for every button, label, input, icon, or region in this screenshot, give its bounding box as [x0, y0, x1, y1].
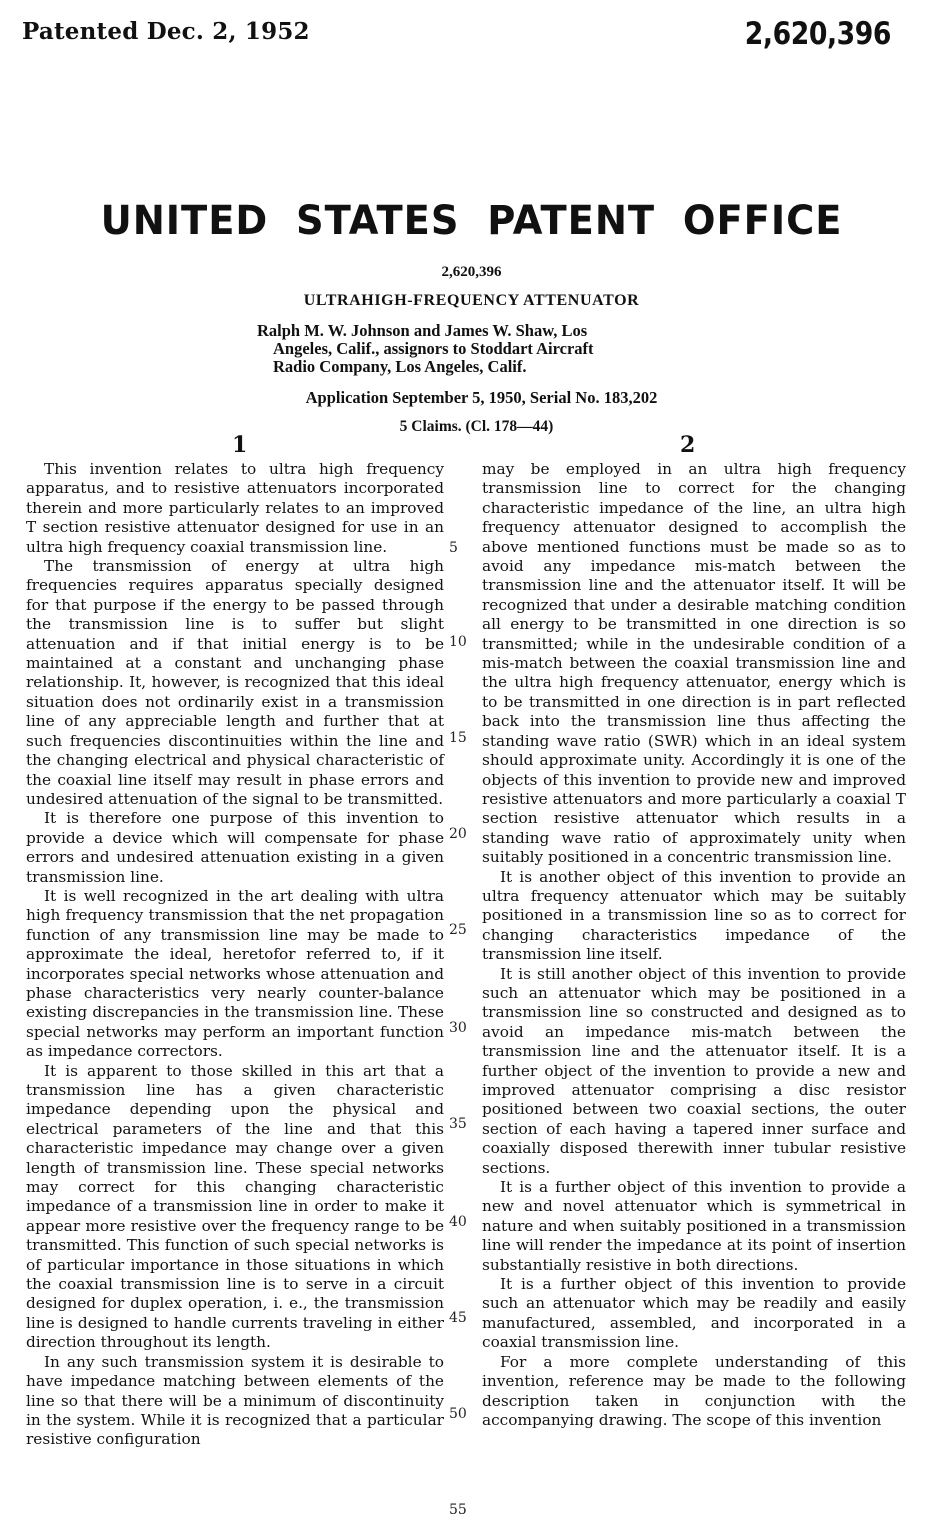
paragraph: This invention relates to ultra high frequency apparatus, and to resistive attenuators incorporated therein and more particularly relates to an improved T section resistive attenuator designed for use in an ultra high frequency coaxial transmission line. [26, 460, 444, 556]
patent-number-header: 2,620,396 [744, 16, 891, 52]
line-number: 15 [449, 730, 467, 746]
line-number: 50 [449, 1406, 467, 1422]
column-number: 1 [232, 432, 248, 458]
line-number: 45 [449, 1310, 467, 1326]
paragraph: It is well recognized in the art dealing with ultra high frequency transmission that the net propagation function of any transmission line may be made to approximate the ideal, heretofor referred to, if it incorporates special networks whose attenuation and phase characteristics very nearly counter-balance existing discrepancies in the transmission line. These special networks may perform an important function as impedance correctors. [26, 886, 444, 1061]
paragraph: It is therefore one purpose of this invention to provide a device which will compensate for phase errors and undesired attenuation existing in a given transmission line. [26, 809, 444, 886]
line-number: 40 [449, 1214, 467, 1230]
left-column [26, 460, 444, 1450]
paragraph: It is a further object of this invention to provide such an attenuator which may be readily and easily manufactured, assembled, and incorporated in a coaxial transmission line. [482, 1275, 906, 1352]
authors-line: Angeles, Calif., assignors to Stoddart Aircraft [273, 339, 594, 358]
claims-line: 5 Claims. (Cl. 178—44) [399, 418, 554, 435]
line-number: 20 [449, 826, 467, 842]
line-number: 5 [449, 540, 458, 556]
right-column [482, 460, 906, 1430]
line-number: 55 [449, 1502, 467, 1518]
line-number: 10 [449, 634, 467, 650]
line-number: 25 [449, 922, 467, 938]
paragraph: may be employed in an ultra high frequency transmission line to correct for the changing characteristic impedance of the line, an ultra high frequency attenuator designed to accomplish the above mentioned functions must be made so as to avoid any impedance mis-match between the transmission line and the attenuator itself. It will be recognized that under a desirable matching condition all energy to be transmitted in one direction is so transmitted; while in the undesirable condition of a mis-match between the coaxial transmission line and the ultra high frequency attenuator, energy which is to be transmitted in one direction is in part reflected back into the transmission line thus affecting the standing wave ratio (SWR) which in an ideal system should approximate unity. Accordingly it is one of the objects of this invention to provide new and improved resistive attenuators and more particularly a coaxial T section resistive attenuator which results in a standing wave ratio of approximately unity when suitably positioned in a concentric transmission line. [482, 460, 906, 867]
line-number: 30 [449, 1020, 467, 1036]
line-number: 35 [449, 1116, 467, 1132]
patented-date: Patented Dec. 2, 1952 [22, 18, 310, 45]
application-line: Application September 5, 1950, Serial No. 183,202 [305, 388, 658, 407]
paragraph: It is another object of this invention to provide an ultra frequency attenuator which may be suitably positioned in a transmission line so as to correct for changing characteristics impedance of the transmission line itself. [482, 867, 906, 964]
paragraph: It is apparent to those skilled in this art that a transmission line has a given characteristic impedance depending upon the physical and electrical parameters of the line and that this characteristic impedance may change over a given length of transmission line. These special networks may correct for this changing characteristic impedance of a transmission line in order to make it appear more resistive over the frequency range to be transmitted. This function of such special networks is of particular importance in those situations in which the coaxial transmission line is to serve in a circuit designed for duplex operation, i. e., the transmission line is designed to handle currents traveling in either direction throughout its length. [26, 1061, 444, 1352]
paragraph: For a more complete understanding of this invention, reference may be made to the following description taken in conjunction with the accompanying drawing. The scope of this invention [482, 1352, 906, 1429]
paragraph: It is a further object of this invention to provide a new and novel attenuator which is symmetrical in nature and when suitably positioned in a transmission line will render the impedance at its point of insertion substantially resistive in both directions. [482, 1178, 906, 1274]
authors-block [257, 322, 697, 376]
paragraph: In any such transmission system it is desirable to have impedance matching between elements of the line so that there will be a minimum of discontinuity in the system. While it is recognized that a particular resistive configuration [26, 1352, 444, 1449]
authors-line: Ralph M. W. Johnson and James W. Shaw, Los [257, 321, 588, 340]
office-heading: UNITED STATES PATENT OFFICE [100, 198, 843, 244]
patent-number: 2,620,396 [441, 264, 502, 280]
column-number: 2 [680, 432, 696, 458]
patent-title: ULTRAHIGH-FREQUENCY ATTENUATOR [303, 292, 640, 309]
authors-line: Radio Company, Los Angeles, Calif. [273, 357, 527, 376]
paragraph: The transmission of energy at ultra high frequencies requires apparatus specially designed for that purpose if the energy to be passed through the transmission line is to suffer but slight attenuation and if that initial energy is to be maintained at a constant and unchanging phase relationship. It, however, is recognized that this ideal situation does not ordinarily exist in a transmission line of any appreciable length and further that at such frequencies discontinuities within the line and the changing electrical and physical characteristic of the coaxial line itself may result in phase errors and undesired attenuation of the signal to be transmitted. [26, 557, 444, 808]
paragraph: It is still another object of this invention to provide such an attenuator which may be positioned in a transmission line so constructed and designed as to avoid an impedance mis-match between the transmission line and the attenuator itself. It is a further object of the invention to provide a new and improved attenuator comprising a disc resistor positioned between two coaxial sections, the outer section of each having a tapered inner surface and coaxially disposed therewith inner tubular resistive sections. [482, 964, 906, 1177]
